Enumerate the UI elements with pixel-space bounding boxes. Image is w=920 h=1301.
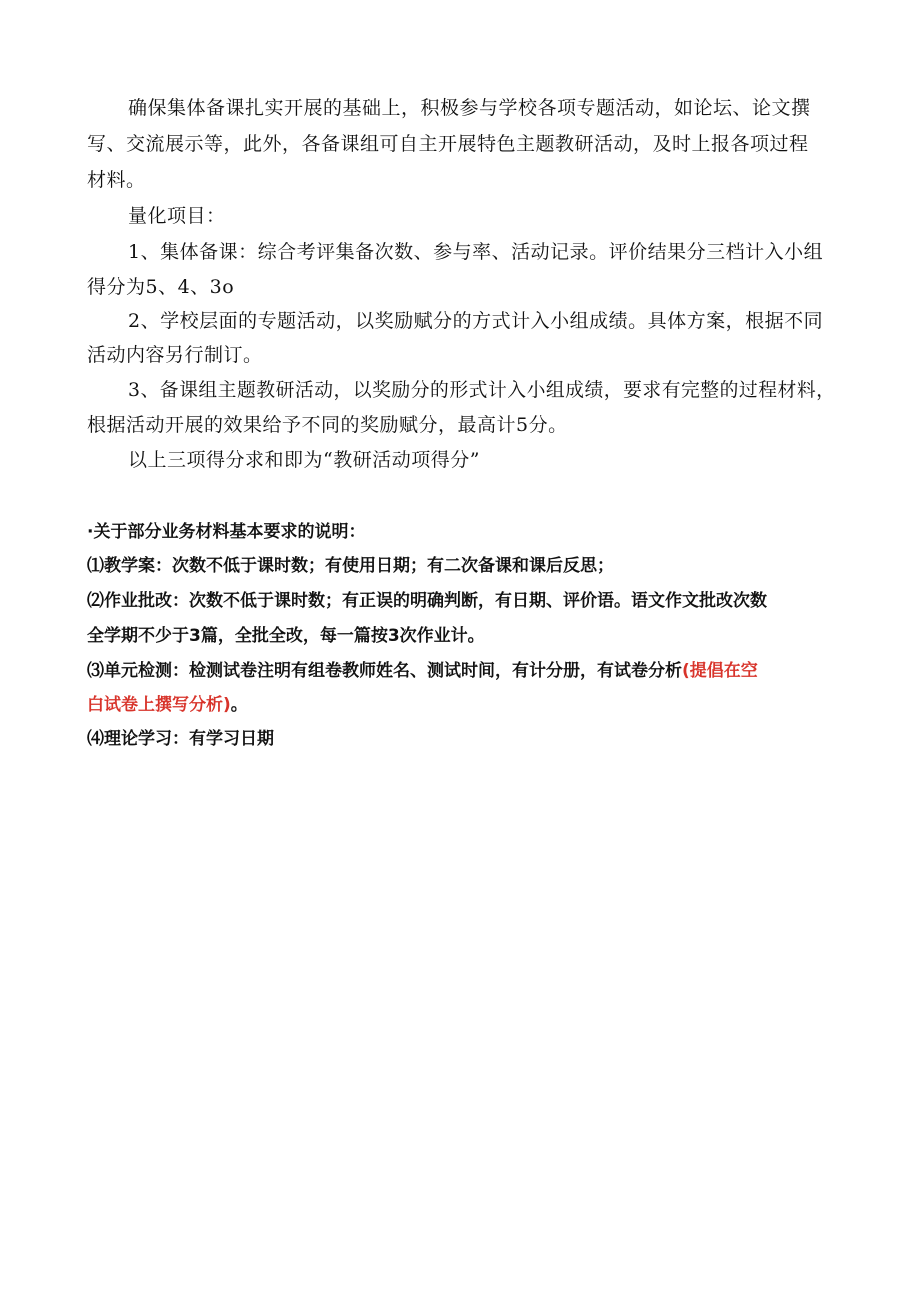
note-3-period: 。 — [230, 695, 248, 715]
para1-line1: 确保集体备课扎实开展的基础上，积极参与学校各项专题活动，如论坛、论文撰 — [128, 97, 811, 119]
note-2-line1: ⑵作业批改：次数不低于课时数；有正误的明确判断，有日期、评价语。语文作文批改次数 — [87, 591, 767, 611]
note-3-line2 — [87, 690, 248, 715]
summary-line: 以上三项得分求和即为“教研活动项得分” — [128, 449, 480, 471]
item2-line2: 活动内容另行制订。 — [87, 344, 263, 366]
note-3-text: ⑶单元检测：检测试卷注明有组卷教师姓名、测试时间，有计分册，有试卷分析 — [87, 661, 682, 681]
quant-title: 量化项目： — [128, 205, 226, 227]
note-4: ⑷理论学习：有学习日期 — [87, 729, 274, 749]
item1-line2: 得分为5、4、3o — [87, 276, 235, 298]
note-3-highlight-end: 白试卷上撰写分析) — [87, 695, 231, 715]
note-2-line2: 全学期不少于3篇，全批全改，每一篇按3次作业计。 — [87, 626, 485, 646]
notes-heading: ·关于部分业务材料基本要求的说明： — [87, 522, 366, 542]
item2-line1: 2、学校层面的专题活动，以奖励赋分的方式计入小组成绩。具体方案，根据不同 — [128, 310, 824, 332]
note-3-highlight-start: (提倡在空 — [682, 661, 758, 681]
item3-line1: 3、备课组主题教研活动，以奖励分的形式计入小组成绩，要求有完整的过程材料， — [128, 379, 836, 401]
item1-line1: 1、集体备课：综合考评集备次数、参与率、活动记录。评价结果分三档计入小组 — [128, 241, 824, 263]
para1-line3: 材料。 — [87, 169, 146, 191]
para1-line2: 写、交流展示等，此外，各备课组可自主开展特色主题教研活动，及时上报各项过程 — [87, 133, 809, 155]
note-1: ⑴教学案：次数不低于课时数；有使用日期；有二次备课和课后反思； — [87, 556, 614, 576]
note-3-line1 — [87, 656, 758, 681]
item3-line2: 根据活动开展的效果给予不同的奖励赋分，最高计5分。 — [87, 414, 568, 436]
